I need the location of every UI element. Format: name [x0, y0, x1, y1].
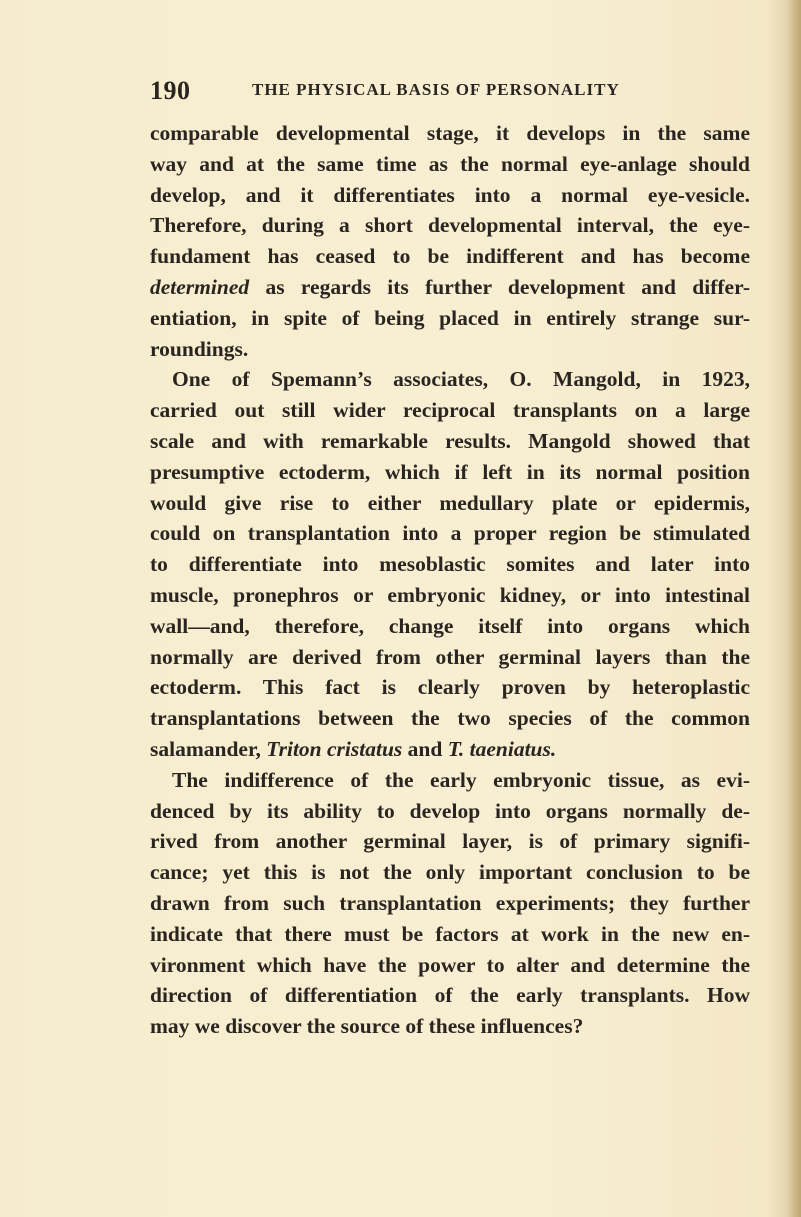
text-line: scale and with remarkable results. Mangold showed that — [150, 428, 750, 453]
text-line: One of Spemann’s associates, O. Mangold, in 1923, — [172, 367, 750, 392]
italic-term: T. taeniatus. — [447, 736, 557, 761]
body-text — [150, 118, 750, 1042]
text-line: transplantations between the two species of the common — [150, 706, 750, 731]
page-edge-shadow — [787, 0, 801, 1217]
text-line: develop, and it differentiates into a normal eye-vesicle. — [150, 182, 750, 207]
text-line: carried out still wider reciprocal transplants on a large — [150, 398, 750, 423]
text-line: cance; yet this is not the only important conclusion to be — [150, 860, 750, 885]
text-line: indicate that there must be factors at work in the new en- — [150, 921, 750, 946]
text-line: The indifference of the early embryonic tissue, as evi- — [172, 767, 750, 792]
text-line: roundings. — [150, 336, 249, 361]
text-line: comparable developmental stage, it develops in the same — [150, 121, 750, 145]
text-line: way and at the same time as the normal eye-anlage should — [150, 151, 750, 176]
text-line: Therefore, during a short developmental interval, the eye- — [150, 213, 750, 238]
text-line: drawn from such transplantation experiments; they further — [150, 890, 750, 915]
text-line: to differentiate into mesoblastic somites and later into — [150, 552, 750, 577]
text-line: entiation, in spite of being placed in entirely strange sur- — [150, 305, 750, 330]
text-line: denced by its ability to develop into organs normally de- — [150, 798, 750, 823]
italic-term: Triton cristatus — [266, 736, 403, 761]
text-line: vironment which have the power to alter and determine the — [150, 952, 750, 977]
text-line — [150, 272, 750, 303]
text-line: fundament has ceased to be indifferent and has become — [150, 244, 750, 269]
text-fragment: and — [402, 736, 448, 761]
text-line: could on transplantation into a proper region be stimulated — [150, 521, 750, 546]
text-fragment: salamander, — [150, 736, 267, 761]
text-line: normally are derived from other germinal layers than the — [150, 644, 750, 669]
text-line: rived from another germinal layer, is of primary signifi- — [150, 829, 750, 854]
text-line: wall—and, therefore, change itself into organs which — [150, 613, 750, 638]
italic-term: determined — [150, 274, 250, 299]
page-header — [150, 76, 750, 106]
text-line: presumptive ectoderm, which if left in its normal position — [150, 459, 750, 484]
text-fragment: as regards its further development and differ- — [249, 274, 750, 299]
text-line: muscle, pronephros or embryonic kidney, or into intestinal — [150, 582, 750, 607]
running-head: THE PHYSICAL BASIS OF PERSONALITY — [252, 80, 620, 99]
text-line: direction of differentiation of the early transplants. How — [150, 983, 750, 1008]
text-line — [150, 734, 750, 765]
text-line: would give rise to either medullary plate or epidermis, — [150, 490, 750, 515]
text-line: ectoderm. This fact is clearly proven by heteroplastic — [150, 675, 750, 700]
page-number: 190 — [150, 76, 191, 105]
text-line: may we discover the source of these influences? — [150, 1014, 584, 1039]
